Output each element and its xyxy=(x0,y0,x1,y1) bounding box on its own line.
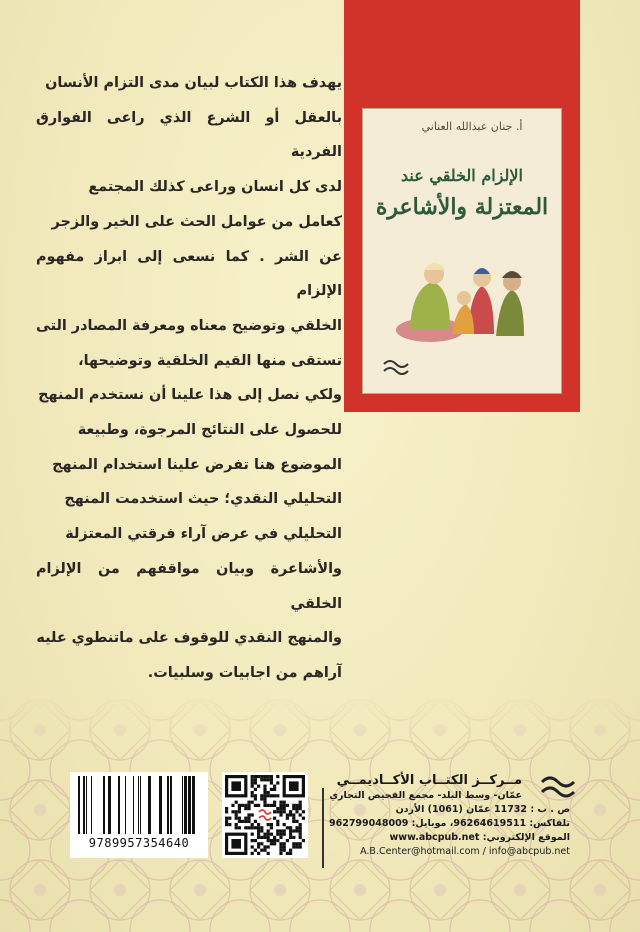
isbn-barcode xyxy=(70,772,208,858)
description-line: كعامل من عوامل الحث على الخير والزجر xyxy=(51,213,342,230)
description-line: لدى كل انسان وراعى كذلك المجتمع xyxy=(88,179,342,196)
description-line: التحليلي في عرض آراء فرقتي المعتزلة xyxy=(65,526,342,543)
vertical-divider xyxy=(322,788,324,868)
isbn-number: 9789957354640 xyxy=(88,836,190,850)
description-line: ولكي نصل إلى هذا علينا أن نستخدم المنهج xyxy=(38,387,342,404)
publisher-info xyxy=(330,772,570,868)
cover-author: أ. جنان عبدالله العناني xyxy=(421,120,523,133)
description-line: آراهم من اجابيات وسلبيات. xyxy=(147,664,342,681)
publisher-phones: تلفاكس: 96264619511، موبايل: 962799048009 xyxy=(328,818,570,829)
description-line: بالعقل أو الشرع الذي راعى الفوارق الفردية xyxy=(36,109,342,161)
publisher-address: عمّان- وسط البلد- مجمع الفحيص التجاري xyxy=(329,790,522,801)
description-line: الموضوع هنا تفرض علينا استخدام المنهج xyxy=(52,456,342,473)
publisher-website: الموقع الإلكتروني: www.abcpub.net xyxy=(389,832,570,843)
front-cover-thumbnail xyxy=(362,108,562,394)
book-description xyxy=(36,66,342,691)
description-line: الخلقي وتوضيح معناه ومعرفة المصادر التى xyxy=(36,317,342,334)
cover-publisher-logo-icon xyxy=(376,352,416,386)
qr-code-graphic xyxy=(222,772,308,858)
cover-title-line1: الإلزام الخلقي عند xyxy=(401,166,523,185)
publisher-pobox: ص . ب : 11732 عمّان (1061) الأردن xyxy=(395,804,570,815)
description-line: والأشاعرة وبيان مواقفهم من الإلزام الخلقي xyxy=(36,560,342,612)
publisher-emails: A.B.Center@hotmail.com / info@abcpub.net xyxy=(360,846,570,857)
barcode-bars xyxy=(76,776,202,834)
qr-code xyxy=(222,772,308,858)
cover-illustration xyxy=(390,234,546,344)
cover-title-line2: المعتزلة والأشاعرة xyxy=(375,194,549,220)
description-line: للحصول على النتائج المرجوة، وطبيعة xyxy=(77,422,342,439)
description-line: التحليلي النقدي؛ حيث استخدمت المنهج xyxy=(64,491,342,508)
description-line: عن الشر . كما نسعى إلى ابراز مفهوم الإلزام xyxy=(36,248,342,300)
description-line: تستقى منها القيم الخلقية وتوضيحها، xyxy=(78,352,342,369)
description-line: والمنهج النقدي للوقوف على ماتنطوي عليه xyxy=(36,630,342,647)
wave-logo-icon xyxy=(538,772,578,804)
publisher-name: مــركــز الكتــاب الأكــاديمــي xyxy=(336,773,522,788)
description-line: يهدف هذا الكتاب لبيان مدى التزام الأنسان xyxy=(45,75,342,91)
